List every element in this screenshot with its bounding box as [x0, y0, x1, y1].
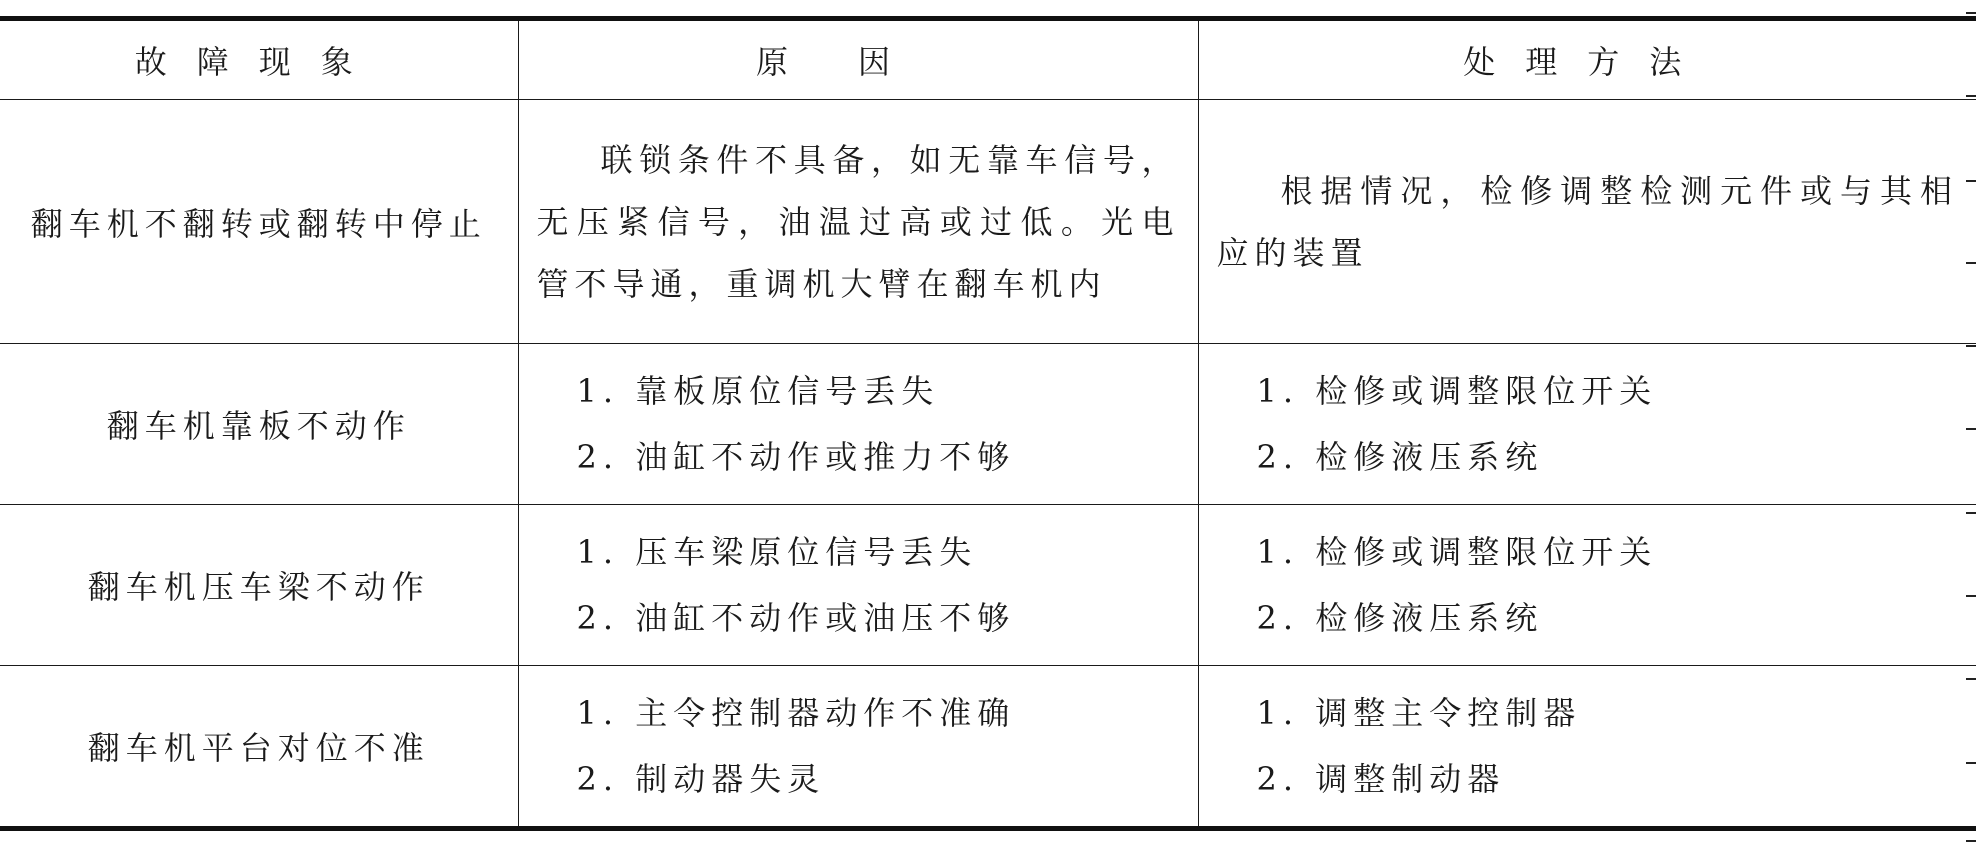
table-header-row	[0, 19, 1976, 100]
table-row	[0, 666, 1976, 829]
margin-tick	[1966, 595, 1976, 597]
solution-cell	[1198, 100, 1976, 344]
cause-item: 1. 压车梁原位信号丢失	[576, 533, 978, 571]
solution-item: 1. 检修或调整限位开关	[1256, 533, 1658, 571]
solution-text: 根据情况，检修调整检测元件或与其相应的装置	[1216, 171, 1958, 272]
margin-tick	[1966, 840, 1976, 842]
fault-table-container	[0, 16, 1976, 831]
solution-item: 1. 调整主令控制器	[1256, 694, 1582, 732]
table-row	[0, 505, 1976, 666]
symptom-cell: 翻车机靠板不动作	[0, 344, 518, 505]
margin-tick	[1966, 180, 1976, 182]
cause-item: 1. 主令控制器动作不准确	[576, 694, 1016, 732]
margin-tick	[1966, 345, 1976, 347]
cause-item: 1. 靠板原位信号丢失	[576, 372, 940, 410]
cause-cell	[518, 505, 1198, 666]
cause-item: 2. 制动器失灵	[576, 760, 826, 798]
cause-text: 联锁条件不具备，如无靠车信号，无压紧信号，油温过高或过低。光电管不导通，重调机大臂在翻车机内	[536, 140, 1180, 303]
solution-cell	[1198, 666, 1976, 829]
header-symptom: 故障现象	[0, 19, 518, 100]
margin-tick	[1966, 428, 1976, 430]
symptom-cell: 翻车机压车梁不动作	[0, 505, 518, 666]
cause-cell	[518, 666, 1198, 829]
margin-tick	[1966, 12, 1976, 14]
table-row	[0, 100, 1976, 344]
table-row	[0, 344, 1976, 505]
header-cause: 原因	[518, 19, 1198, 100]
margin-tick	[1966, 678, 1976, 680]
solution-item: 2. 调整制动器	[1256, 760, 1506, 798]
header-solution: 处理方法	[1198, 19, 1976, 100]
margin-tick	[1966, 762, 1976, 764]
fault-table	[0, 16, 1976, 831]
margin-tick	[1966, 262, 1976, 264]
margin-tick	[1966, 95, 1976, 97]
solution-cell	[1198, 344, 1976, 505]
cause-cell	[518, 100, 1198, 344]
symptom-cell: 翻车机平台对位不准	[0, 666, 518, 829]
solution-item: 1. 检修或调整限位开关	[1256, 372, 1658, 410]
solution-item: 2. 检修液压系统	[1256, 599, 1544, 637]
margin-tick	[1966, 512, 1976, 514]
cause-cell	[518, 344, 1198, 505]
symptom-cell: 翻车机不翻转或翻转中停止	[0, 100, 518, 344]
solution-cell	[1198, 505, 1976, 666]
cause-item: 2. 油缸不动作或油压不够	[576, 599, 1016, 637]
solution-item: 2. 检修液压系统	[1256, 438, 1544, 476]
cause-item: 2. 油缸不动作或推力不够	[576, 438, 1016, 476]
